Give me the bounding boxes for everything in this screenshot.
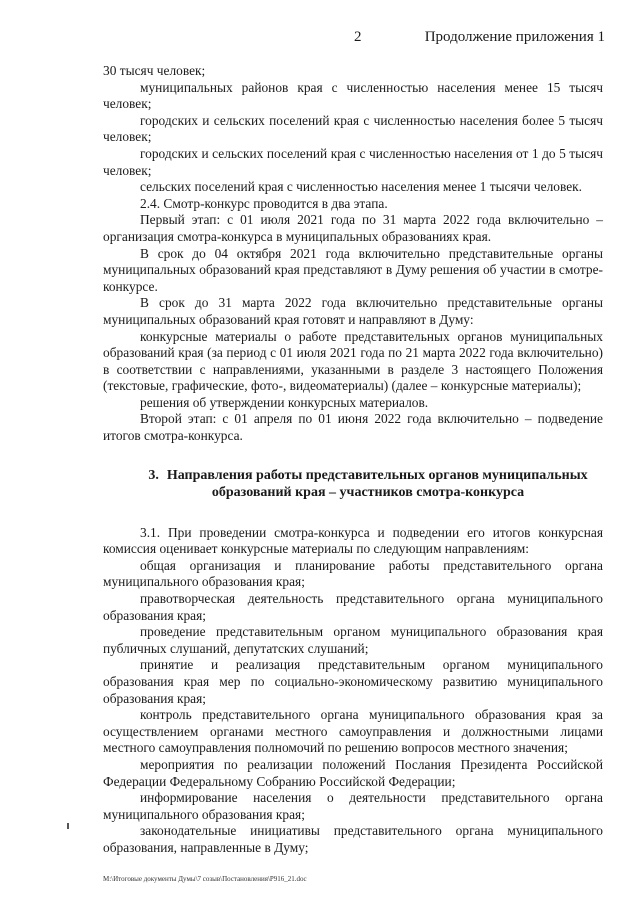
- text-paragraph: В срок до 31 марта 2022 года включительно представительные органы муниципальных образований края готовят и направляют в Думу:: [103, 295, 603, 327]
- document-body: [103, 63, 603, 857]
- scan-speck: [67, 823, 69, 829]
- list-item: правотворческая деятельность представительного органа муниципального образования края;: [103, 591, 603, 623]
- text-line: 30 тысяч человек;: [103, 63, 206, 78]
- text-paragraph: сельских поселений края с численностью населения менее 1 тысячи человек.: [140, 179, 583, 195]
- text-paragraph: 2.4. Смотр-конкурс проводится в два этапа.: [140, 195, 388, 211]
- list-item: принятие и реализация представительным органом муниципального образования края мер по социально-экономическому развитию муниципального образования края;: [103, 657, 603, 706]
- footer-file-path: M:\Итоговые документы Думы\7 созыв\Постановления\Р916_21.doc: [103, 875, 307, 883]
- section-number: 3.: [148, 467, 159, 483]
- text-paragraph: конкурсные материалы о работе представительных органов муниципальных образований края (за период с 01 июля 2021 года по 21 марта 2022 года включительно) в соответствии с направлениями, указанными в разделе 3 настоящего Положения (текстовые, графические, фото-, видеоматериалы) (далее – конкурсные материалы);: [103, 328, 603, 394]
- text-paragraph: решения об утверждении конкурсных материалов.: [140, 394, 429, 410]
- list-item: контроль представительного органа муниципального образования края за осуществлением органами местного самоуправления и должностными лицами местного самоуправления полномочий по решению вопросов местного значения;: [103, 707, 603, 756]
- text-paragraph: городских и сельских поселений края с численностью населения от 1 до 5 тысяч человек;: [103, 145, 603, 178]
- list-item: проведение представительным органом муниципального образования края публичных слушаний, депутатских слушаний;: [103, 624, 603, 656]
- text-paragraph: 3.1. При проведении смотра-конкурса и подведении его итогов конкурсная комиссия оценивает конкурсные материалы по следующим направлениям:: [103, 524, 603, 557]
- list-item: информирование населения о деятельности представительного органа муниципального образования края;: [103, 790, 603, 822]
- list-item: мероприятия по реализации положений Послания Президента Российской Федерации Федеральному Собранию Российской Федерации;: [103, 756, 603, 789]
- page-header: Продолжение приложения 1: [424, 29, 605, 45]
- list-item: общая организация и планирование работы представительного органа муниципального образования края;: [103, 557, 603, 590]
- list-item: законодательные инициативы представительного органа муниципального образования, направленные в Думу;: [103, 823, 603, 855]
- section-heading: [103, 467, 603, 501]
- page-number: 2: [354, 29, 362, 45]
- section-title: Направления работы представительных органов муниципальных образований края – участников смотра-конкурса: [166, 467, 588, 500]
- text-paragraph: В срок до 04 октября 2021 года включительно представительные органы муниципальных образований края представляют в Думу решения об участии в смотре-конкурсе.: [103, 245, 603, 294]
- text-paragraph: Второй этап: с 01 апреля по 01 июня 2022 года включительно – подведение итогов смотра-конкурса.: [103, 411, 603, 444]
- text-paragraph: городских и сельских поселений края с численностью населения более 5 тысяч человек;: [103, 112, 603, 145]
- text-paragraph: муниципальных районов края с численностью населения менее 15 тысяч человек;: [103, 79, 603, 112]
- text-paragraph: Первый этап: с 01 июля 2021 года по 31 марта 2022 года включительно – организация смотра-конкурса в муниципальных образованиях края.: [103, 212, 603, 244]
